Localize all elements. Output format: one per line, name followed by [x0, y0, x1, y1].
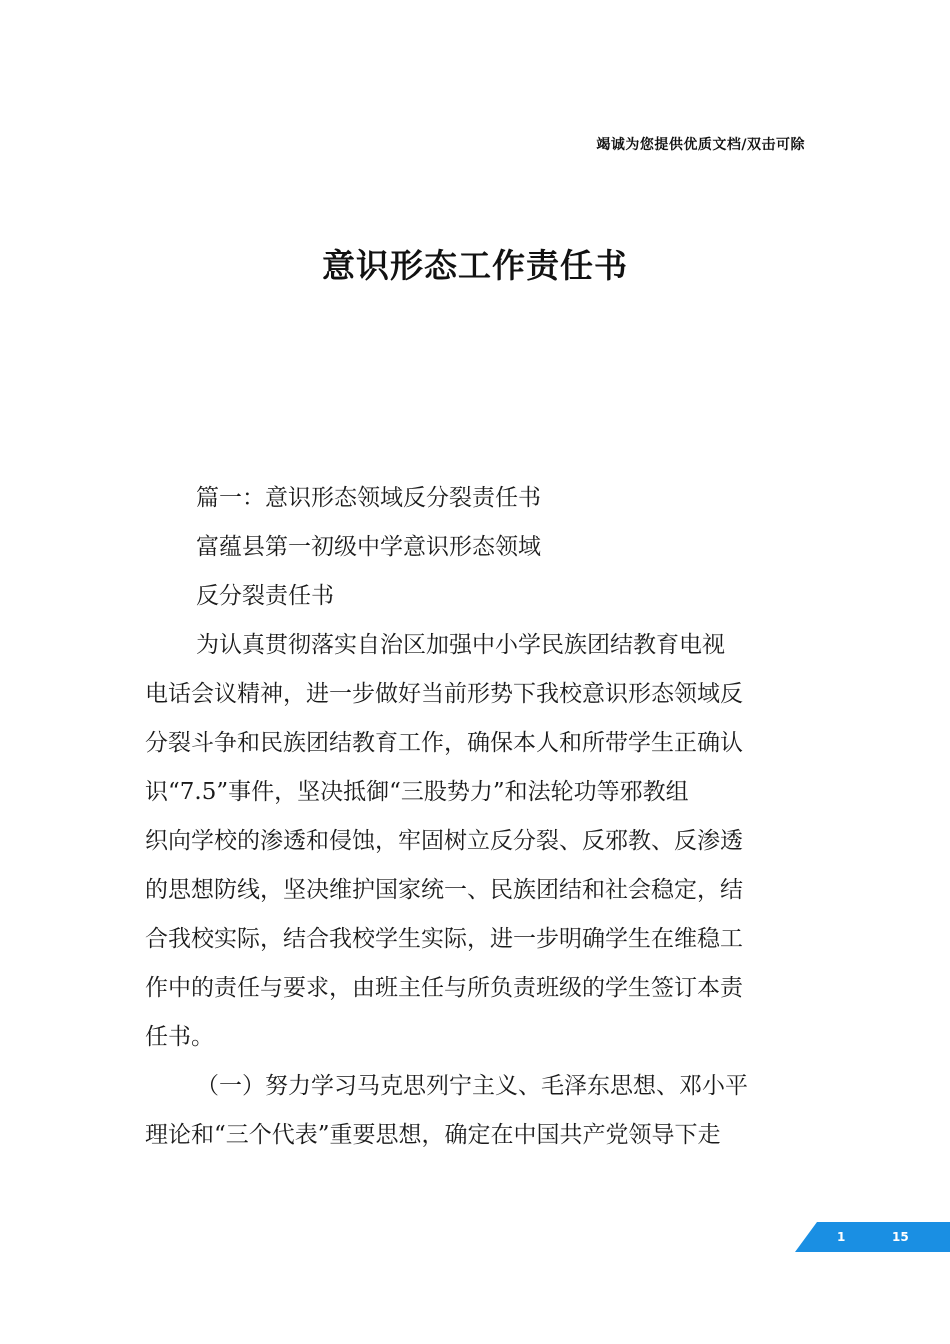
- subtitle-line-1: 富蕴县第一初级中学意识形态领域: [196, 534, 541, 560]
- subtitle-line-2: 反分裂责任书: [196, 583, 334, 609]
- header-note: 竭诚为您提供优质文档/双击可除: [596, 137, 805, 153]
- page-badge-shape: [795, 1222, 950, 1252]
- paragraph-line: 任书。: [145, 1024, 214, 1050]
- total-page-count: 15: [892, 1230, 909, 1244]
- paragraph-line: 合我校实际，结合我校学生实际，进一步明确学生在维稳工: [145, 926, 743, 952]
- paragraph-line: 理论和“三个代表”重要思想，确定在中国共产党领导下走: [145, 1122, 721, 1148]
- section-heading: 篇一：意识形态领域反分裂责任书: [196, 485, 541, 511]
- paragraph-line: 识“7.5”事件，坚决抵御“三股势力”和法轮功等邪教组: [145, 779, 689, 805]
- paragraph-line: 作中的责任与要求，由班主任与所负责班级的学生签订本责: [145, 975, 743, 1001]
- paragraph-line: 分裂斗争和民族团结教育工作，确保本人和所带学生正确认: [145, 730, 743, 756]
- document-body: [145, 474, 807, 1160]
- current-page-number: 1: [837, 1230, 846, 1244]
- paragraph-line: 的思想防线，坚决维护国家统一、民族团结和社会稳定，结: [145, 877, 743, 903]
- paragraph-line: 电话会议精神，进一步做好当前形势下我校意识形态领域反: [145, 681, 743, 707]
- page-number-badge: [795, 1222, 950, 1252]
- paragraph-line: （一）努力学习马克思列宁主义、毛泽东思想、邓小平: [196, 1073, 748, 1099]
- document-title: 意识形态工作责任书: [322, 246, 628, 285]
- paragraph-line: 织向学校的渗透和侵蚀，牢固树立反分裂、反邪教、反渗透: [145, 828, 743, 854]
- paragraph-line: 为认真贯彻落实自治区加强中小学民族团结教育电视: [196, 632, 725, 658]
